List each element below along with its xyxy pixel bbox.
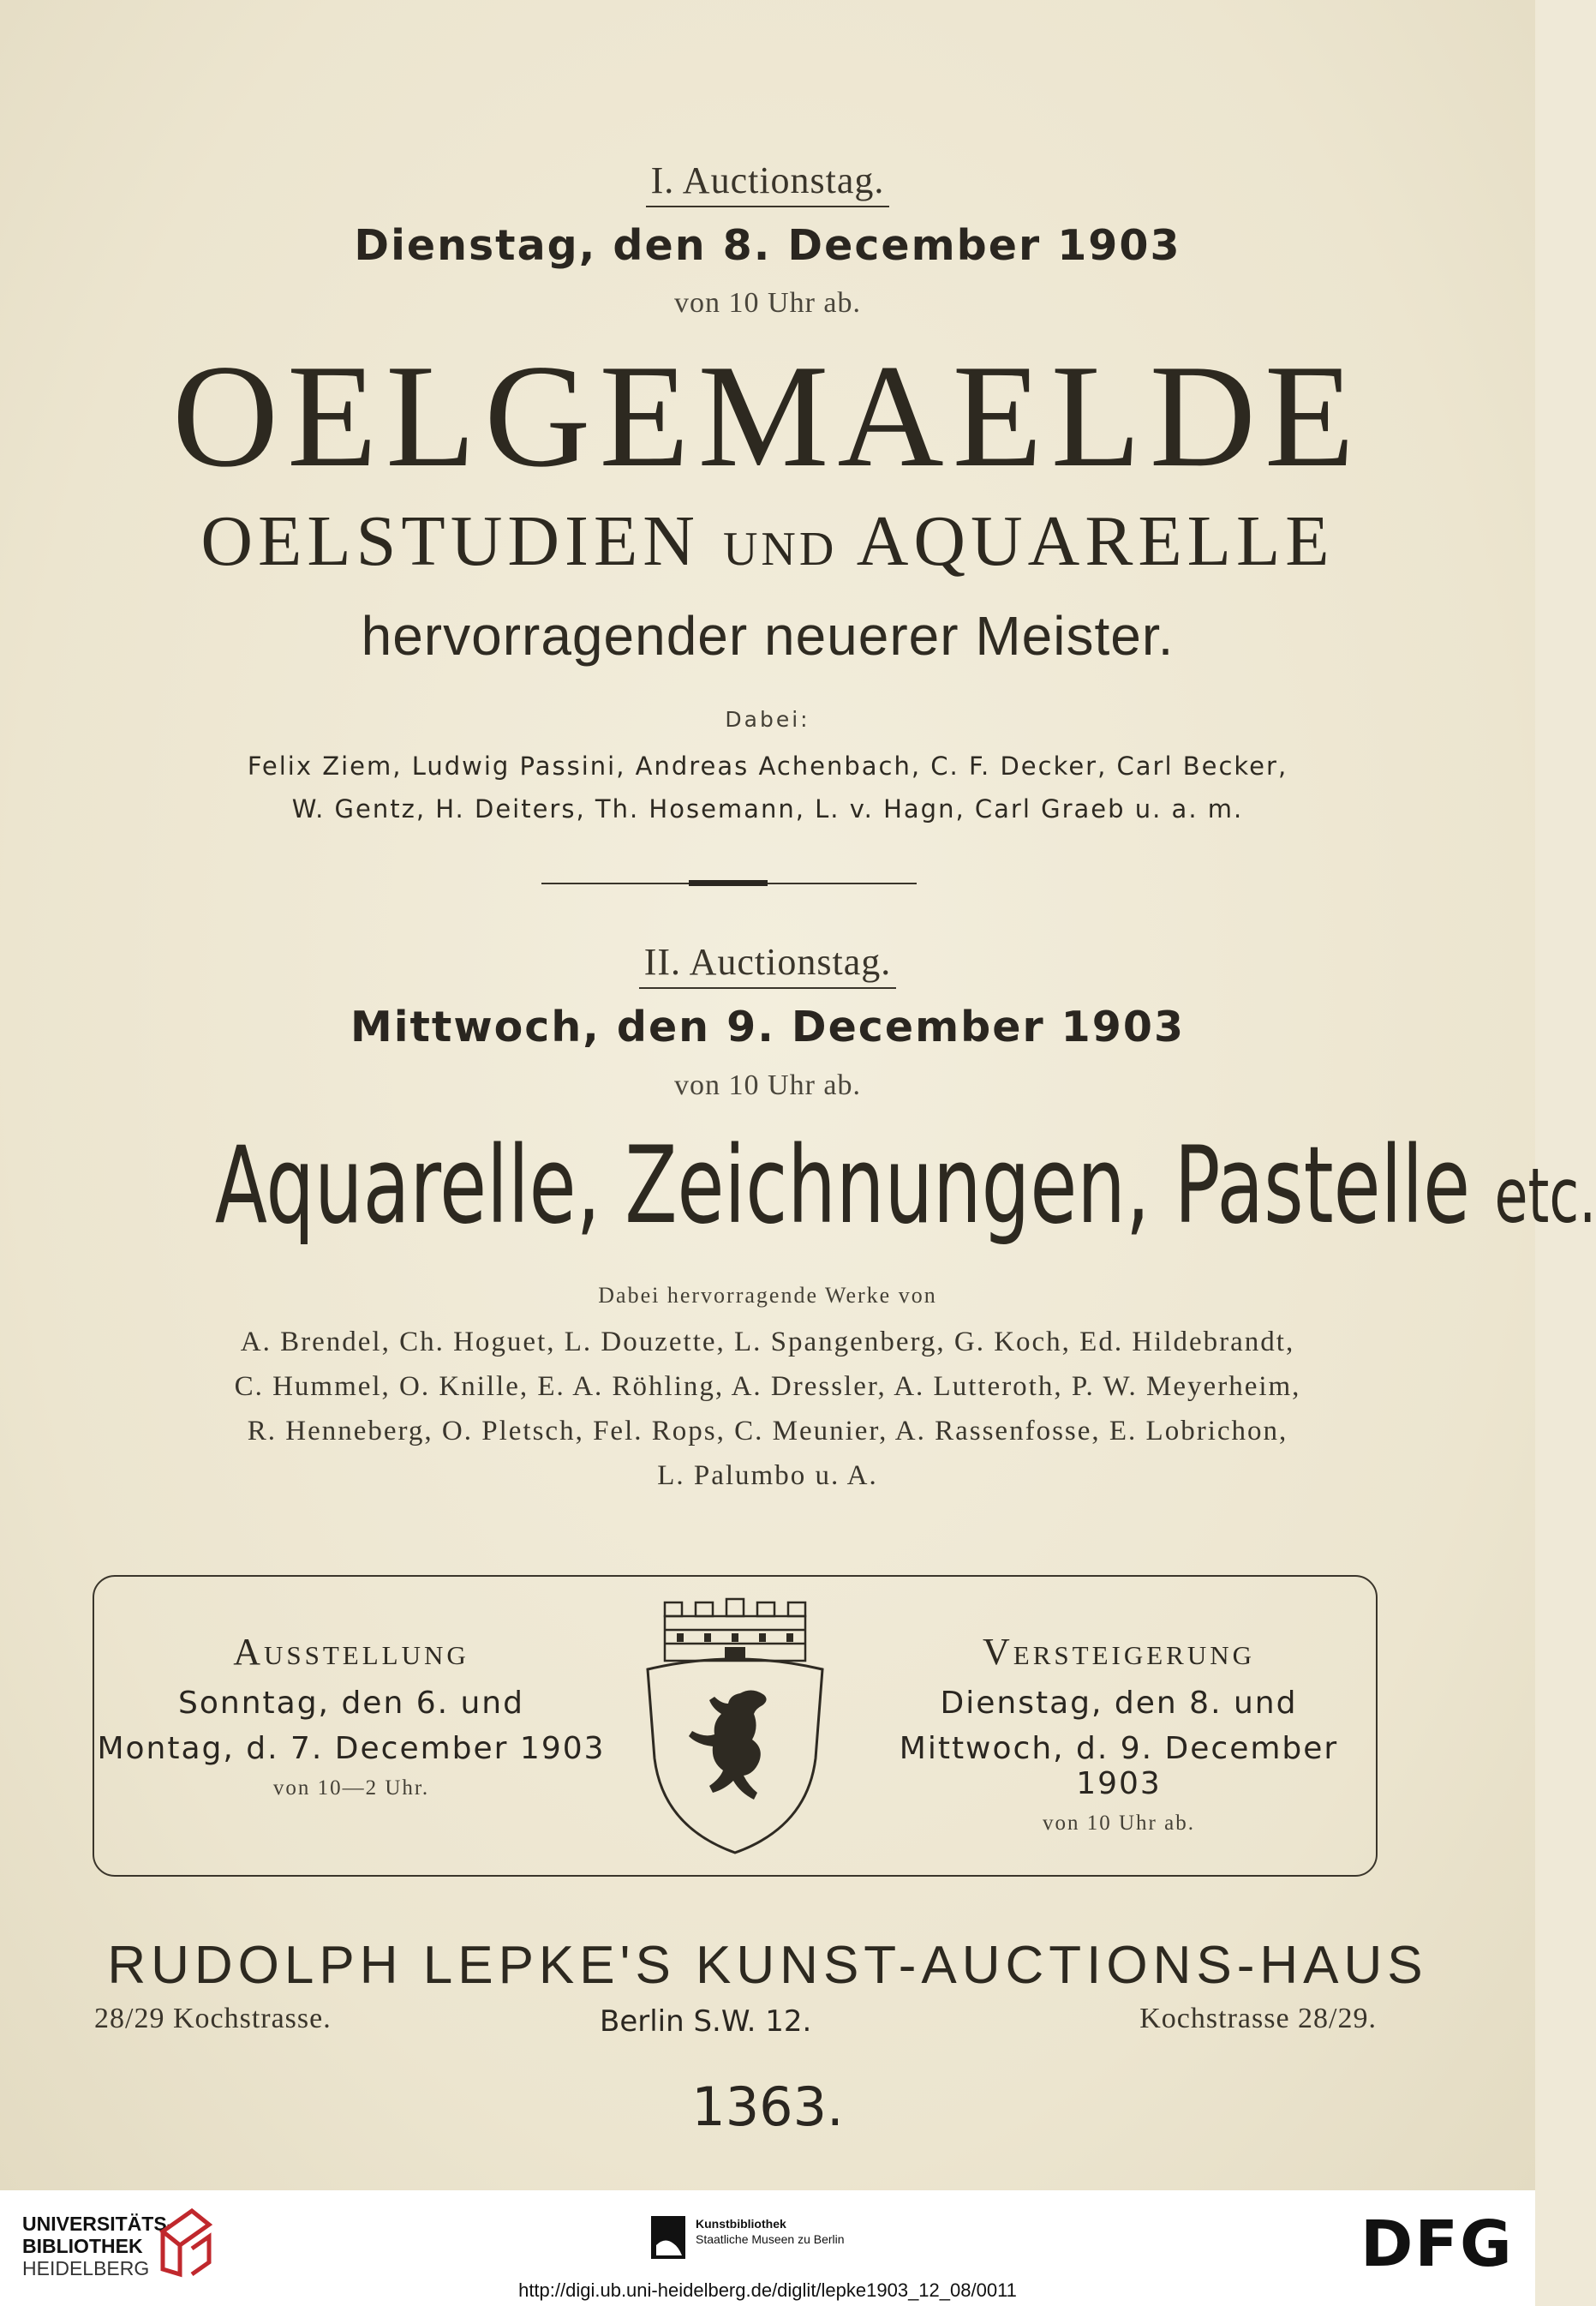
day1-subtitle-b: AQUARELLE — [856, 501, 1335, 581]
day1-dabei: Dabei: — [725, 707, 810, 732]
day2-time: von 10 Uhr ab. — [674, 1069, 861, 1101]
kb-line1: Kunstbibliothek — [696, 2217, 786, 2231]
day1-time: von 10 Uhr ab. — [674, 287, 861, 319]
day2-title-main: Aquarelle, Zeichnungen, Pastelle — [214, 1124, 1471, 1248]
exhibition-line2: Montag, d. 7. December 1903 — [97, 1731, 606, 1766]
exhibition-column — [94, 1630, 608, 1800]
day2-title — [214, 1124, 1596, 1248]
exhibition-time: von 10—2 Uhr. — [272, 1776, 430, 1800]
kunstbibliothek-label — [696, 2216, 845, 2247]
address-center: Berlin S.W. 12. — [600, 2004, 812, 2039]
auction-column — [862, 1630, 1376, 1836]
day2-artists-line1: A. Brendel, Ch. Hoguet, L. Douzette, L. Spangenberg, G. Koch, Ed. Hildebrandt, — [240, 1327, 1295, 1357]
day1-subtitle — [0, 501, 1535, 581]
day1-artists-line2: W. Gentz, H. Deiters, Th. Hosemann, L. v. Hagn, Carl Graeb u. a. m. — [291, 794, 1244, 824]
heidelberg-library-name — [22, 2213, 173, 2279]
day2-heading-wrap — [0, 940, 1535, 989]
kunstbibliothek-logo-icon[interactable] — [651, 2216, 685, 2259]
source-url-link[interactable]: http://digi.ub.uni-heidelberg.de/diglit/lepke1903_12_08/0011 — [518, 2279, 1017, 2301]
day2-artists-line3: R. Henneberg, O. Pletsch, Fel. Rops, C. Meunier, A. Rassenfosse, E. Lobrichon, — [247, 1416, 1288, 1446]
heidelberg-logo-icon[interactable] — [158, 2206, 214, 2278]
day1-heading: I. Auctionstag. — [646, 159, 890, 207]
info-box — [93, 1575, 1378, 1877]
auction-line1: Dienstag, den 8. und — [940, 1686, 1298, 1721]
day2-heading: II. Auctionstag. — [639, 940, 897, 989]
library-line2: BIBLIOTHEK — [22, 2235, 143, 2257]
day1-date: Dienstag, den 8. December 1903 — [354, 221, 1181, 270]
kb-line2: Staatliche Museen zu Berlin — [696, 2232, 845, 2246]
address-right: Kochstrasse 28/29. — [1139, 2003, 1377, 2034]
day1-heading-wrap — [0, 159, 1535, 207]
divider-ornament — [689, 880, 768, 886]
exhibition-line1: Sonntag, den 6. und — [178, 1686, 524, 1721]
berlin-bear-emblem-icon — [639, 1590, 831, 1863]
auction-house-name: RUDOLPH LEPKE'S KUNST-AUCTIONS-HAUS — [107, 1936, 1428, 1995]
library-line1: UNIVERSITÄTS- — [22, 2213, 174, 2235]
day1-subtitle-a: OELSTUDIEN — [200, 501, 700, 581]
auction-heading: Versteigerung — [983, 1631, 1255, 1673]
day2-title-wrap — [0, 1124, 1596, 1253]
day1-artists-line1: Felix Ziem, Ludwig Passini, Andreas Achenbach, C. F. Decker, Carl Becker, — [247, 752, 1288, 781]
day1-title: OELGEMAELDE — [171, 335, 1364, 498]
day1-subtitle2: hervorragender neuerer Meister. — [361, 605, 1175, 667]
day2-artists-line4: L. Palumbo u. A. — [657, 1460, 878, 1491]
dfg-logo[interactable]: DFG — [1360, 2207, 1514, 2281]
day1-subtitle-und: UND — [722, 523, 838, 576]
day2-date: Mittwoch, den 9. December 1903 — [350, 1003, 1186, 1051]
auction-time: von 10 Uhr ab. — [1043, 1812, 1195, 1835]
day2-dabei: Dabei hervorragende Werke von — [598, 1283, 937, 1308]
exhibition-heading: Ausstellung — [233, 1631, 469, 1673]
auction-line2: Mittwoch, d. 9. December 1903 — [899, 1731, 1339, 1801]
day2-title-etc: etc. — [1494, 1152, 1596, 1240]
catalog-number: 1363. — [691, 2075, 844, 2138]
address-left: 28/29 Kochstrasse. — [94, 2003, 332, 2034]
digitization-footer — [0, 2190, 1535, 2306]
day2-artists-line2: C. Hummel, O. Knille, E. A. Röhling, A. Dressler, A. Lutteroth, P. W. Meyerheim, — [234, 1371, 1301, 1402]
library-line3: HEIDELBERG — [22, 2257, 150, 2279]
